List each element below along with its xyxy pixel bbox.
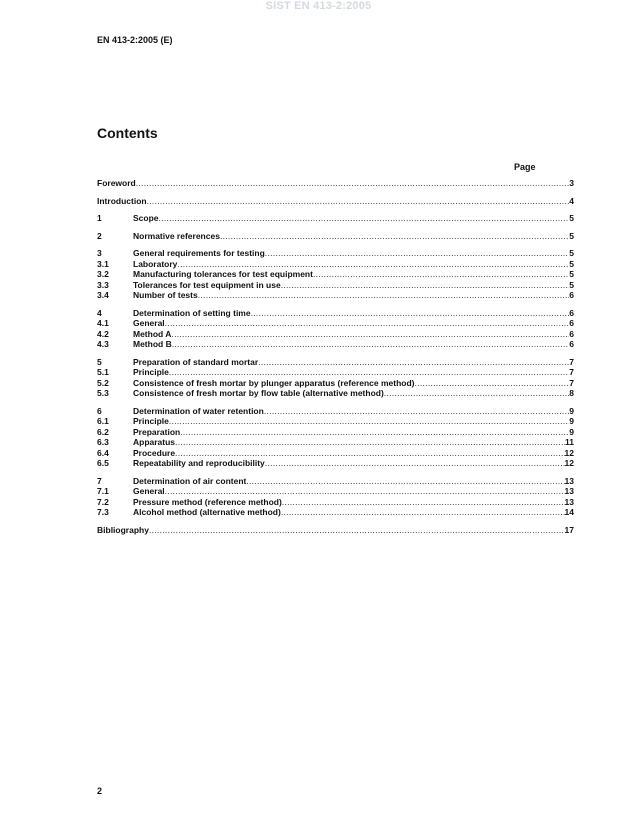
toc-entry[interactable] <box>97 476 574 487</box>
toc-entry-page: 5 <box>569 230 574 241</box>
toc-entry-page: 6 <box>569 318 574 328</box>
toc-entry[interactable] <box>97 427 574 438</box>
toc-dot-leader <box>149 525 565 536</box>
toc-dot-leader <box>198 290 570 301</box>
toc-dot-leader <box>159 213 570 224</box>
toc-entry-number: 6.3 <box>97 437 109 447</box>
toc-entry[interactable] <box>97 507 574 518</box>
toc-dot-leader <box>172 339 570 350</box>
toc-entry-page: 7 <box>569 377 574 388</box>
toc-entry-page: 6 <box>569 307 574 318</box>
toc-entry-page: 9 <box>569 426 574 437</box>
toc-entry-page: 9 <box>569 405 574 416</box>
toc-dot-leader <box>165 486 565 497</box>
toc-entry[interactable] <box>97 497 574 508</box>
toc-dot-leader <box>251 308 570 319</box>
toc-entry-page: 6 <box>569 339 574 349</box>
toc-entry-label: Determination of water retention <box>133 405 264 416</box>
toc-entry-label: General <box>133 318 165 328</box>
toc-entry-page: 3 <box>569 178 574 188</box>
toc-entry-label: Bibliography <box>97 524 149 535</box>
toc-entry[interactable] <box>97 259 574 270</box>
toc-entry[interactable] <box>97 378 574 389</box>
toc-entry-page: 5 <box>569 248 574 258</box>
toc-entry-page: 5 <box>569 258 574 269</box>
toc-entry-label: Principle <box>133 416 169 426</box>
toc-dot-leader <box>265 248 569 259</box>
toc-entry-number: 5 <box>97 356 102 367</box>
toc-entry-page: 12 <box>564 458 574 468</box>
watermark: SIST EN 413-2:2005 <box>265 0 372 12</box>
toc-dot-leader <box>415 378 570 389</box>
toc-dot-leader <box>147 196 570 207</box>
toc-dot-leader <box>171 329 569 340</box>
toc-dot-leader <box>281 507 565 518</box>
toc-entry-label: Method B <box>133 339 172 349</box>
toc-entry[interactable] <box>97 329 574 340</box>
toc-entry[interactable] <box>97 213 574 224</box>
toc-entry-page: 8 <box>569 388 574 398</box>
toc-dot-leader <box>175 448 564 459</box>
toc-dot-leader <box>165 318 570 329</box>
toc-entry-label: Normative references <box>133 230 220 241</box>
toc-entry[interactable] <box>97 437 574 448</box>
toc-entry-number: 1 <box>97 213 102 223</box>
toc-entry[interactable] <box>97 367 574 378</box>
toc-entry-label: Alcohol method (alternative method) <box>133 507 281 517</box>
toc-entry-number: 3.2 <box>97 269 109 279</box>
toc-dot-leader <box>246 476 564 487</box>
toc-entry-label: Laboratory <box>133 258 178 269</box>
toc-entry[interactable] <box>97 280 574 291</box>
toc-dot-leader <box>175 437 565 448</box>
toc-entry-number: 6 <box>97 405 102 416</box>
toc-dot-leader <box>177 259 569 270</box>
toc-entry-label: General requirements for testing <box>133 248 265 258</box>
toc-entry-number: 6.1 <box>97 416 109 426</box>
toc-entry-label: Introduction <box>97 195 147 206</box>
toc-dot-leader <box>384 388 569 399</box>
toc-dot-leader <box>169 416 569 427</box>
toc-entry[interactable] <box>97 339 574 350</box>
toc-entry-number: 2 <box>97 230 102 241</box>
toc-entry-number: 4.1 <box>97 318 109 328</box>
page-number: 2 <box>97 786 103 796</box>
document-id: EN 413-2:2005 (E) <box>97 35 173 45</box>
toc-entry-page: 6 <box>569 328 574 339</box>
toc-entry[interactable] <box>97 388 574 399</box>
toc-entry[interactable] <box>97 525 574 536</box>
toc-entry-number: 5.2 <box>97 377 109 388</box>
toc-entry[interactable] <box>97 406 574 417</box>
toc-entry-number: 7.2 <box>97 496 109 507</box>
toc-entry-label: Method A <box>133 328 172 339</box>
toc-entry[interactable] <box>97 269 574 280</box>
toc-entry-page: 13 <box>564 475 574 486</box>
toc-entry-label: Pressure method (reference method) <box>133 496 282 507</box>
toc-entry-label: Foreword <box>97 178 136 188</box>
toc-entry-number: 3.1 <box>97 258 109 269</box>
toc-dot-leader <box>313 269 569 280</box>
toc-entry-label: Determination of setting time <box>133 307 251 318</box>
toc-entry-page: 5 <box>569 213 574 223</box>
toc-entry-page: 5 <box>569 269 574 279</box>
toc-dot-leader <box>220 231 569 242</box>
toc-entry-page: 14 <box>564 507 574 517</box>
toc-entry[interactable] <box>97 290 574 301</box>
toc-entry-page: 17 <box>564 524 574 535</box>
toc-entry-label: Consistence of fresh mortar by flow table (alternative method) <box>133 388 384 398</box>
toc-entry-page: 7 <box>569 367 574 377</box>
toc-entry-number: 4.2 <box>97 328 109 339</box>
toc-entry-page: 12 <box>564 447 574 458</box>
toc-entry-number: 7.3 <box>97 507 109 517</box>
toc-entry-number: 4 <box>97 307 102 318</box>
toc-entry-number: 7.1 <box>97 486 109 496</box>
page-title: Contents <box>97 125 158 141</box>
toc-entry[interactable] <box>97 178 574 189</box>
toc-dot-leader <box>180 427 569 438</box>
toc-dot-leader <box>265 458 565 469</box>
toc-entry-number: 6.2 <box>97 426 109 437</box>
toc-entry-page: 4 <box>569 195 574 206</box>
toc-entry-number: 3.4 <box>97 290 109 300</box>
page-column-header: Page <box>514 162 536 172</box>
toc-entry-page: 7 <box>569 356 574 367</box>
toc-entry-label: Procedure <box>133 447 176 458</box>
toc-entry-number: 3.3 <box>97 279 109 290</box>
toc-entry-page: 13 <box>564 486 574 496</box>
toc-entry[interactable] <box>97 458 574 469</box>
toc-entry[interactable] <box>97 318 574 329</box>
toc-entry-label: Tolerances for test equipment in use <box>133 279 281 290</box>
toc-entry-label: Consistence of fresh mortar by plunger apparatus (reference method) <box>133 377 415 388</box>
table-of-contents <box>97 178 574 535</box>
toc-entry-number: 4.3 <box>97 339 109 349</box>
toc-entry-label: General <box>133 486 165 496</box>
toc-entry-label: Determination of air content <box>133 475 247 486</box>
toc-entry[interactable] <box>97 308 574 319</box>
toc-dot-leader <box>264 406 569 417</box>
toc-entry-label: Repeatability and reproducibility <box>133 458 265 468</box>
toc-entry[interactable] <box>97 448 574 459</box>
toc-entry[interactable] <box>97 231 574 242</box>
toc-entry-label: Number of tests <box>133 290 198 300</box>
toc-entry[interactable] <box>97 357 574 368</box>
toc-dot-leader <box>169 367 569 378</box>
toc-entry-page: 9 <box>569 416 574 426</box>
toc-entry-number: 5.1 <box>97 367 109 377</box>
toc-entry[interactable] <box>97 196 574 207</box>
toc-entry-number: 5.3 <box>97 388 109 398</box>
toc-entry-label: Apparatus <box>133 437 176 447</box>
toc-dot-leader <box>136 178 570 189</box>
toc-entry-number: 7 <box>97 475 102 486</box>
toc-entry-label: Principle <box>133 367 169 377</box>
toc-entry[interactable] <box>97 248 574 259</box>
toc-entry-number: 3 <box>97 248 102 258</box>
toc-entry-number: 6.4 <box>97 447 109 458</box>
toc-entry-label: Preparation <box>133 426 181 437</box>
toc-entry[interactable] <box>97 486 574 497</box>
toc-entry[interactable] <box>97 416 574 427</box>
toc-dot-leader <box>282 497 565 508</box>
toc-entry-label: Manufacturing tolerances for test equipment <box>133 269 313 279</box>
toc-dot-leader <box>258 357 569 368</box>
toc-entry-page: 6 <box>569 290 574 300</box>
toc-entry-page: 13 <box>564 496 574 507</box>
toc-entry-label: Scope <box>133 213 159 223</box>
toc-entry-label: Preparation of standard mortar <box>133 356 259 367</box>
toc-entry-page: 11 <box>565 437 574 447</box>
toc-entry-number: 6.5 <box>97 458 109 468</box>
toc-entry-page: 5 <box>569 279 574 290</box>
toc-dot-leader <box>281 280 570 291</box>
